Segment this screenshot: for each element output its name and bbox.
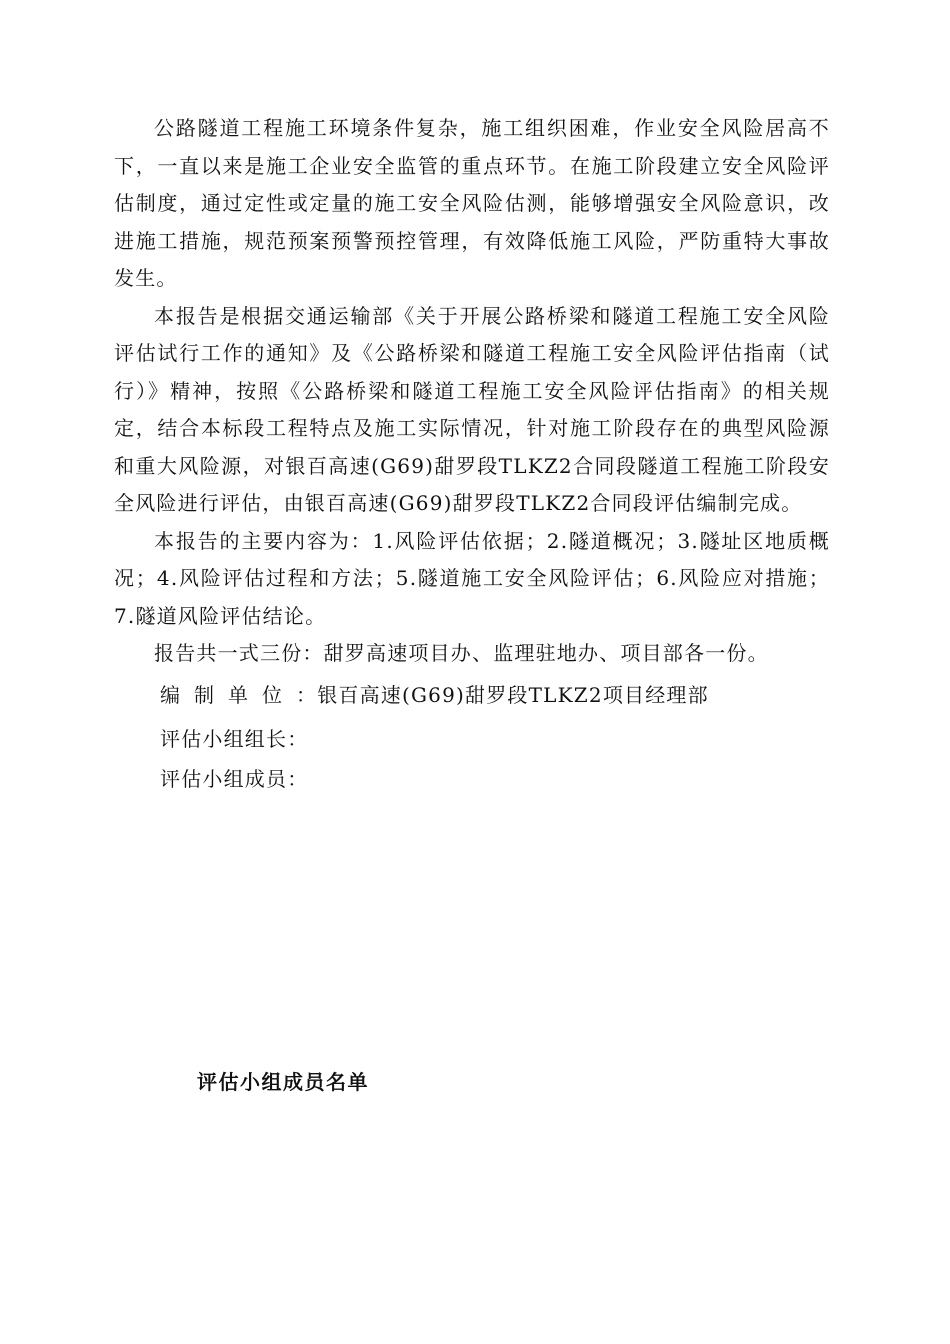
compiler-separator: ：: [296, 682, 318, 707]
contents-paragraph: 本报告的主要内容为：1.风险评估依据；2.隧道概况；3.隧址区地质概况；4.风险评估过程和方法；5.隧道施工安全风险评估；6.风险应对措施；7.隧道风险评估结论。: [114, 528, 830, 628]
team-leader-label: 评估小组组长：: [160, 726, 309, 751]
member-list-title: 评估小组成员名单: [197, 1070, 369, 1094]
team-leader-line: [114, 717, 830, 761]
team-members-line: [114, 761, 830, 798]
intro-paragraph: 公路隧道工程施工环境条件复杂，施工组织困难，作业安全风险居高不下，一直以来是施工企业安全监管的重点环节。在施工阶段建立安全风险评估制度，通过定性或定量的施工安全风险估测，能够增强安全风险意识，改进施工措施，规范预案预警预控管理，有效降低施工风险，严防重特大事故发生。: [114, 116, 830, 290]
copies-paragraph: 报告共一式三份：甜罗高速项目办、监理驻地办、项目部各一份。: [154, 641, 769, 665]
basis-paragraph: 本报告是根据交通运输部《关于开展公路桥梁和隧道工程施工安全风险评估试行工作的通知》及《公路桥梁和隧道工程施工安全风险评估指南（试行）》精神，按照《公路桥梁和隧道工程施工安全风险评估指南》的相关规定，结合本标段工程特点及施工实际情况，针对施工阶段存在的典型风险源和重大风险源，对银百高速(G69)甜罗段TLKZ2合同段隧道工程施工阶段安全风险进行评估，由银百高速(G69)甜罗段TLKZ2合同段评估编制完成。: [114, 303, 830, 515]
team-members-label: 评估小组成员：: [160, 766, 309, 791]
report-body: [114, 110, 830, 798]
compiler-line: [114, 673, 830, 717]
compiler-value: 银百高速(G69)甜罗段TLKZ2项目经理部: [317, 682, 709, 707]
compiler-label: 编制单位: [160, 682, 296, 707]
